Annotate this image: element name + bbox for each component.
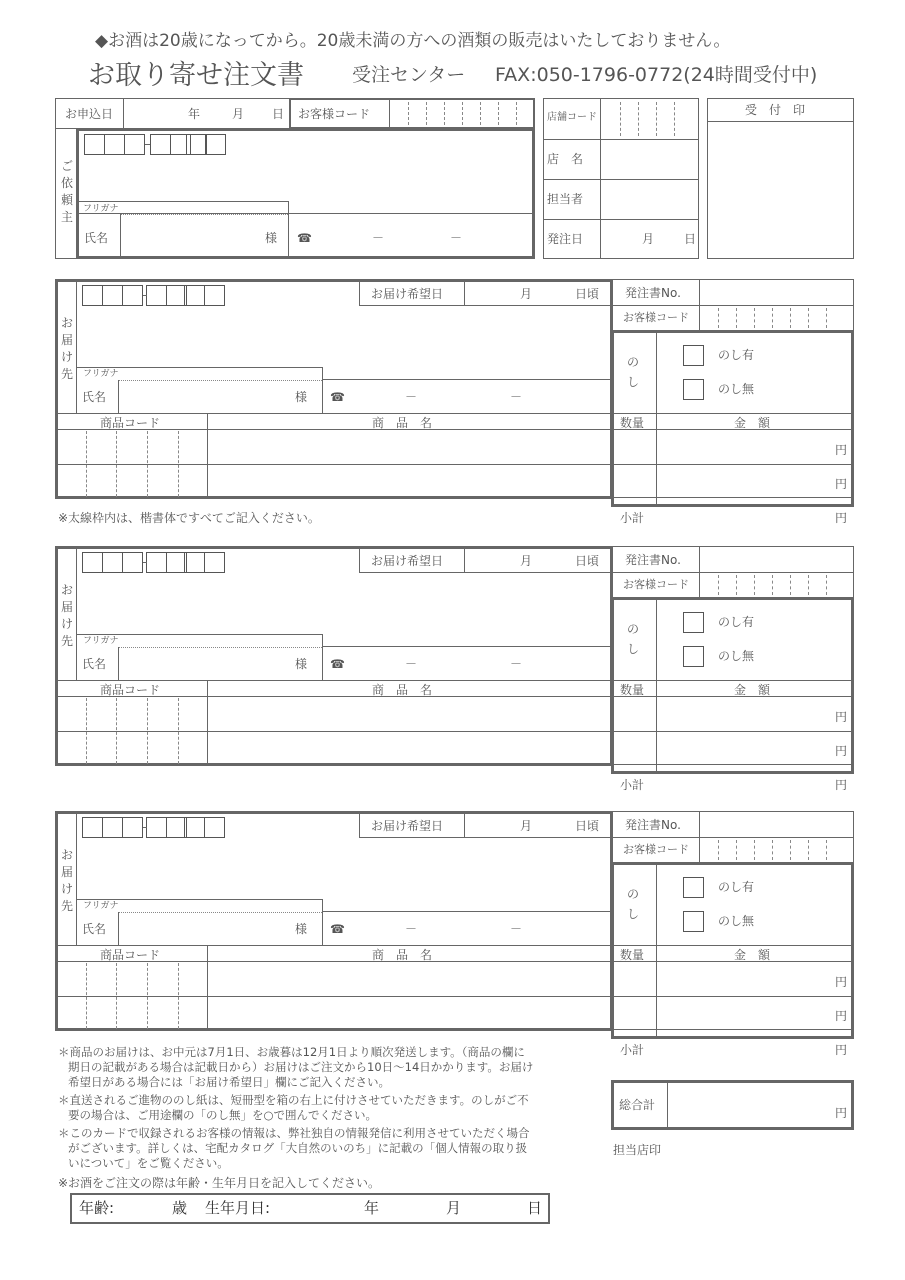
noshi-yes-checkbox[interactable] (683, 345, 704, 366)
notes (58, 1045, 598, 1171)
order-no-label: 発注書No. (625, 818, 681, 832)
calligraphy-note: ※太線枠内は、楷書体ですべてご記入ください。 (58, 511, 320, 525)
noshi-label: のし (627, 887, 640, 921)
delivery-furigana-label: フリガナ (83, 636, 119, 646)
hope-day: 日頃 (575, 287, 600, 301)
product-code-header: 商品コード (100, 416, 161, 430)
order-center-label: 受注センター (352, 64, 466, 86)
hope-day: 日頃 (575, 554, 600, 568)
apply-day-label: 日 (272, 107, 285, 121)
product-name-header: 商 品 名 (372, 683, 433, 697)
note-line: 希望日がある場合には「お届け希望日」欄にご記入ください。 (68, 1075, 390, 1089)
customer-code-label: お客様コード (298, 107, 371, 121)
product-code-header: 商品コード (100, 948, 161, 962)
delivery-sama: 様 (295, 922, 308, 936)
phone-dash-2: － (450, 231, 463, 245)
hope-date-label: お届け希望日 (371, 287, 444, 301)
birthdate-label: 生年月日: (205, 1199, 271, 1217)
phone-dash-1: － (372, 231, 385, 245)
applicant-sama: 様 (265, 231, 278, 245)
delivery-sama: 様 (295, 657, 308, 671)
phone-dash-1: － (405, 922, 418, 936)
delivery-side-label: お届け先 (61, 848, 74, 913)
delivery-customer-code-label: お客様コード (623, 843, 689, 856)
noshi-no-checkbox[interactable] (683, 911, 704, 932)
amount-yen-1: 円 (835, 975, 848, 989)
subtotal-label: 小計 (620, 778, 645, 792)
order-date-label: 発注日 (547, 232, 584, 246)
subtotal-label: 小計 (620, 511, 645, 525)
age-birthdate-field[interactable] (70, 1193, 550, 1224)
subtotal-yen: 円 (835, 778, 848, 792)
applicant-name-label: 氏名 (84, 231, 109, 245)
delivery-sama: 様 (295, 390, 308, 404)
grand-total-label: 総合計 (619, 1098, 656, 1112)
amount-header: 金 額 (734, 683, 771, 697)
product-name-header: 商 品 名 (372, 416, 433, 430)
noshi-label: のし (627, 355, 640, 389)
note-line: 期日の記載がある場合は記載日から）お届けはご注文から10日～14日かかります。お届け (68, 1060, 534, 1074)
age-unit: 歳 (172, 1199, 188, 1217)
birth-day: 日 (527, 1199, 543, 1217)
phone-dash-1: － (405, 657, 418, 671)
noshi-no-label: のし無 (718, 914, 755, 928)
amount-yen-1: 円 (835, 710, 848, 724)
phone-icon: ☎ (330, 390, 345, 404)
phone-dash-1: － (405, 390, 418, 404)
amount-yen-1: 円 (835, 443, 848, 457)
phone-dash-2: － (510, 657, 523, 671)
store-name-label: 店 名 (547, 152, 584, 166)
delivery-side-label: お届け先 (61, 316, 74, 381)
phone-dash-2: － (510, 922, 523, 936)
noshi-no-checkbox[interactable] (683, 379, 704, 400)
qty-header: 数量 (620, 416, 645, 430)
birth-year: 年 (364, 1199, 380, 1217)
note-line: ＊直送されるご進物ののし紙は、短冊型を箱の右上に付けさせていただきます。のしがご不 (58, 1093, 529, 1107)
noshi-no-label: のし無 (718, 649, 755, 663)
note-line: ＊このカードで収録されるお客様の情報は、弊社独自の情報発信に利用させていただく場合 (58, 1126, 530, 1140)
hope-month: 月 (520, 819, 533, 833)
amount-header: 金 額 (734, 948, 771, 962)
delivery-name-label: 氏名 (82, 390, 107, 404)
note-line: がございます。詳しくは、宅配カタログ「大自然のいのち」に記載の「個人情報の取り扱 (68, 1141, 528, 1155)
order-no-label: 発注書No. (625, 286, 681, 300)
delivery-side-label: お届け先 (61, 583, 74, 648)
note-line: いについて」をご覧ください。 (68, 1156, 229, 1170)
apply-date-label: お申込日 (65, 107, 114, 121)
delivery-customer-code-label: お客様コード (623, 578, 689, 591)
alcohol-age-notice: ◆お酒は20歳になってから。20歳未満の方への酒類の販売はいたしておりません。 (95, 31, 731, 51)
hope-month: 月 (520, 287, 533, 301)
order-no-label: 発注書No. (625, 553, 681, 567)
alcohol-age-note: ※お酒をご注文の際は年齢・生年月日を記入してください。 (58, 1176, 381, 1190)
product-code-header: 商品コード (100, 683, 161, 697)
applicant-furigana-label: フリガナ (83, 204, 119, 214)
order-day-label: 日 (684, 232, 697, 246)
reception-stamp-box (707, 98, 854, 259)
noshi-yes-label: のし有 (718, 615, 755, 629)
delivery-furigana-label: フリガナ (83, 901, 119, 911)
hope-day: 日頃 (575, 819, 600, 833)
amount-yen-2: 円 (835, 477, 848, 491)
age-label: 年齢: (79, 1199, 115, 1217)
noshi-yes-label: のし有 (718, 880, 755, 894)
fax-number: FAX:050-1796-0772(24時間受付中) (495, 64, 818, 86)
qty-header: 数量 (620, 948, 645, 962)
subtotal-label: 小計 (620, 1043, 645, 1057)
noshi-yes-checkbox[interactable] (683, 877, 704, 898)
form-title: お取り寄せ注文書 (88, 60, 304, 91)
applicant-side-label: ご依頼主 (61, 159, 74, 224)
delivery-furigana-label: フリガナ (83, 369, 119, 379)
apply-month-label: 月 (232, 107, 245, 121)
noshi-no-checkbox[interactable] (683, 646, 704, 667)
delivery-customer-code-label: お客様コード (623, 311, 689, 324)
delivery-frame-3[interactable] (55, 811, 613, 1031)
hope-date-label: お届け希望日 (371, 554, 444, 568)
phone-dash-2: － (510, 390, 523, 404)
note-line: ＊商品のお届けは、お中元は7月1日、お歳暮は12月1日より順次発送します。（商品の欄に (58, 1045, 525, 1059)
noshi-label: のし (627, 622, 640, 656)
subtotal-yen: 円 (835, 1043, 848, 1057)
delivery-name-label: 氏名 (82, 657, 107, 671)
note-line: 要の場合は、ご用途欄の「のし無」を○で囲んでください。 (68, 1108, 378, 1122)
product-name-header: 商 品 名 (372, 948, 433, 962)
amount-header: 金 額 (734, 416, 771, 430)
subtotal-yen: 円 (835, 511, 848, 525)
phone-icon: ☎ (297, 231, 312, 245)
delivery-frame-1[interactable] (55, 279, 613, 499)
staff-label: 担当者 (547, 192, 584, 206)
qty-header: 数量 (620, 683, 645, 697)
noshi-yes-checkbox[interactable] (683, 612, 704, 633)
apply-year-label: 年 (188, 107, 201, 121)
amount-yen-2: 円 (835, 744, 848, 758)
grand-total-yen: 円 (835, 1106, 848, 1120)
store-seal-label: 担当店印 (613, 1143, 662, 1157)
birth-month: 月 (446, 1199, 462, 1217)
noshi-no-label: のし無 (718, 382, 755, 396)
store-code-label: 店舗コード (547, 112, 597, 123)
delivery-name-label: 氏名 (82, 922, 107, 936)
amount-yen-2: 円 (835, 1009, 848, 1023)
hope-date-label: お届け希望日 (371, 819, 444, 833)
noshi-yes-label: のし有 (718, 348, 755, 362)
reception-stamp-label: 受 付 印 (745, 103, 806, 117)
delivery-frame-2[interactable] (55, 546, 613, 766)
phone-icon: ☎ (330, 657, 345, 671)
hope-month: 月 (520, 554, 533, 568)
phone-icon: ☎ (330, 922, 345, 936)
order-month-label: 月 (642, 232, 655, 246)
